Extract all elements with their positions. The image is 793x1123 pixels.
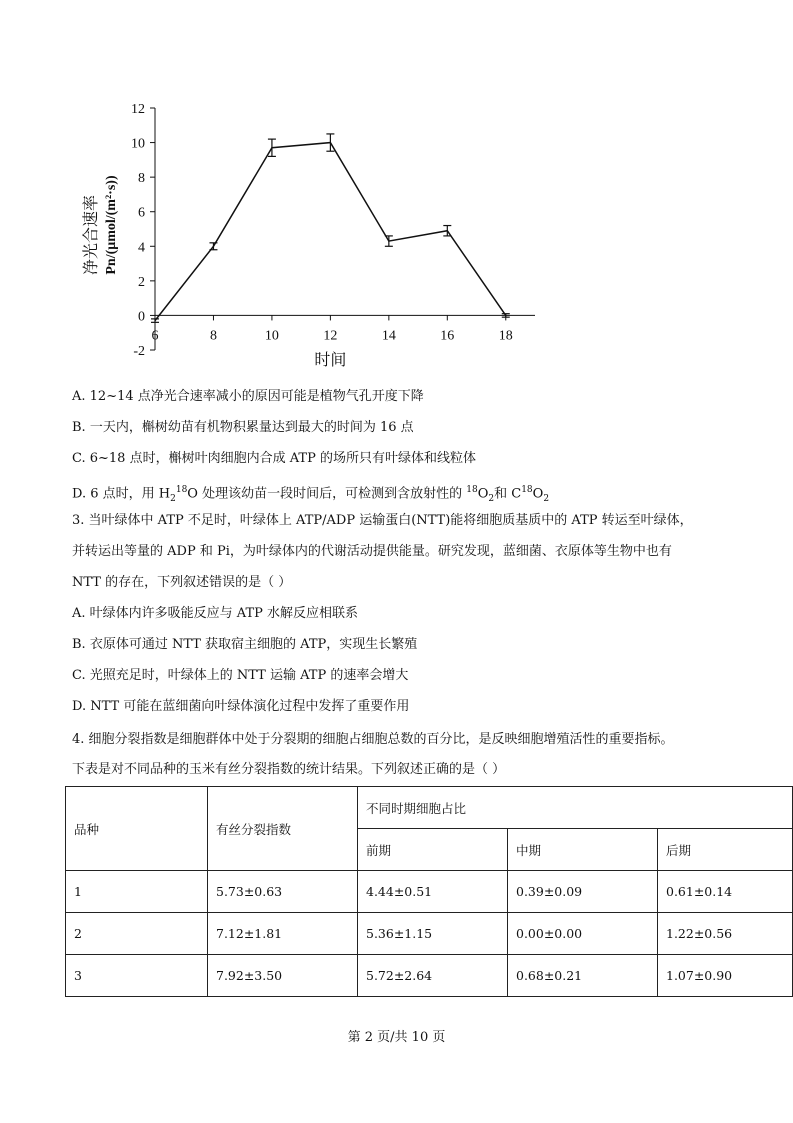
cell-anaphase: 1.07±0.90	[658, 955, 793, 997]
cell-variety: 2	[66, 913, 208, 955]
header-mitotic-index: 有丝分裂指数	[208, 787, 358, 871]
q2-option-d: D. 6 点时，用 $H_2^{18}O$ 处理该幼苗一段时间后，可检测到含放射性的 $^{18}O_2$和 $C^{18}O_2$	[72, 485, 550, 504]
y-tick-label: 2	[138, 274, 145, 290]
error-bars	[151, 134, 510, 322]
x-tick-label: 12	[323, 328, 338, 344]
y-tick-label: 4	[138, 240, 145, 256]
cell-metaphase: 0.39±0.09	[508, 871, 658, 913]
cell-prophase: 5.72±2.64	[358, 955, 508, 997]
y-axis-label-unit: Pn/(μmol/(m²·s))	[104, 175, 119, 275]
cell-anaphase: 1.22±0.56	[658, 913, 793, 955]
x-axis-label: 时间	[314, 352, 347, 369]
header-anaphase: 后期	[658, 829, 793, 871]
cell-prophase: 5.36±1.15	[358, 913, 508, 955]
y-ticks	[131, 102, 155, 359]
page-footer: 第 2 页/共 10 页	[347, 1030, 446, 1045]
cell-index: 5.73±0.63	[208, 871, 358, 913]
cell-anaphase: 0.61±0.14	[658, 871, 793, 913]
header-phase-ratio: 不同时期细胞占比	[358, 787, 793, 829]
q3-stem-line-3: NTT 的存在，下列叙述错误的是（ ）	[72, 575, 292, 590]
q3-option-a: A. 叶绿体内许多吸能反应与 ATP 水解反应相联系	[72, 606, 359, 621]
mitosis-index-table	[65, 786, 793, 997]
y-tick-label: 12	[131, 102, 145, 117]
cell-prophase: 4.44±0.51	[358, 871, 508, 913]
q2-option-b: B. 一天内，槲树幼苗有机物积累量达到最大的时间为 16 点	[72, 420, 414, 435]
q2-option-a: A. 12~14 点净光合速率减小的原因可能是植物气孔开度下降	[72, 389, 424, 404]
table-row	[66, 955, 793, 997]
x-tick-label: 6	[151, 328, 159, 344]
q4-stem-line-2: 下表是对不同品种的玉米有丝分裂指数的统计结果。下列叙述正确的是（ ）	[72, 762, 506, 777]
y-tick-label: 8	[138, 171, 145, 187]
table-row	[66, 913, 793, 955]
table-row	[66, 871, 793, 913]
q3-option-d: D. NTT 可能在蓝细菌向叶绿体演化过程中发挥了重要作用	[72, 699, 410, 714]
y-tick-label: 6	[138, 205, 145, 221]
y-axis-label-cn: 净光合速率	[83, 194, 100, 276]
series-line	[155, 143, 506, 321]
cell-variety: 3	[66, 955, 208, 997]
cell-index: 7.12±1.81	[208, 913, 358, 955]
q2-option-c: C. 6~18 点时，槲树叶肉细胞内合成 ATP 的场所只有叶绿体和线粒体	[72, 451, 476, 466]
q3-option-c: C. 光照充足时，叶绿体上的 NTT 运输 ATP 的速率会增大	[72, 668, 409, 683]
x-ticks	[152, 315, 513, 343]
cell-variety: 1	[66, 871, 208, 913]
y-tick-label: 10	[131, 136, 145, 152]
cell-metaphase: 0.68±0.21	[508, 955, 658, 997]
cell-index: 7.92±3.50	[208, 955, 358, 997]
x-tick-label: 8	[209, 328, 217, 344]
y-tick-label: -2	[133, 344, 145, 359]
x-tick-label: 18	[498, 328, 513, 344]
y-tick-label: 0	[138, 309, 145, 325]
q3-stem-line-2: 并转运出等量的 ADP 和 Pi，为叶绿体内的代谢活动提供能量。研究发现，蓝细菌、衣原体等生物中也有	[72, 544, 672, 559]
net-photosynthesis-chart	[60, 90, 560, 375]
q4-stem-line-1: 4. 细胞分裂指数是细胞群体中处于分裂期的细胞占细胞总数的百分比，是反映细胞增殖活性的重要指标。	[72, 732, 674, 747]
x-tick-label: 16	[440, 328, 455, 344]
x-tick-label: 14	[381, 328, 396, 344]
cell-metaphase: 0.00±0.00	[508, 913, 658, 955]
y-axis-label	[82, 175, 119, 275]
header-prophase: 前期	[358, 829, 508, 871]
q3-option-b: B. 衣原体可通过 NTT 获取宿主细胞的 ATP，实现生长繁殖	[72, 637, 418, 652]
x-tick-label: 10	[264, 328, 279, 344]
header-metaphase: 中期	[508, 829, 658, 871]
q3-stem-line-1: 3. 当叶绿体中 ATP 不足时，叶绿体上 ATP/ADP 运输蛋白(NTT)能将细胞质基质中的 ATP 转运至叶绿体，	[72, 513, 693, 528]
header-variety: 品种	[66, 787, 208, 871]
